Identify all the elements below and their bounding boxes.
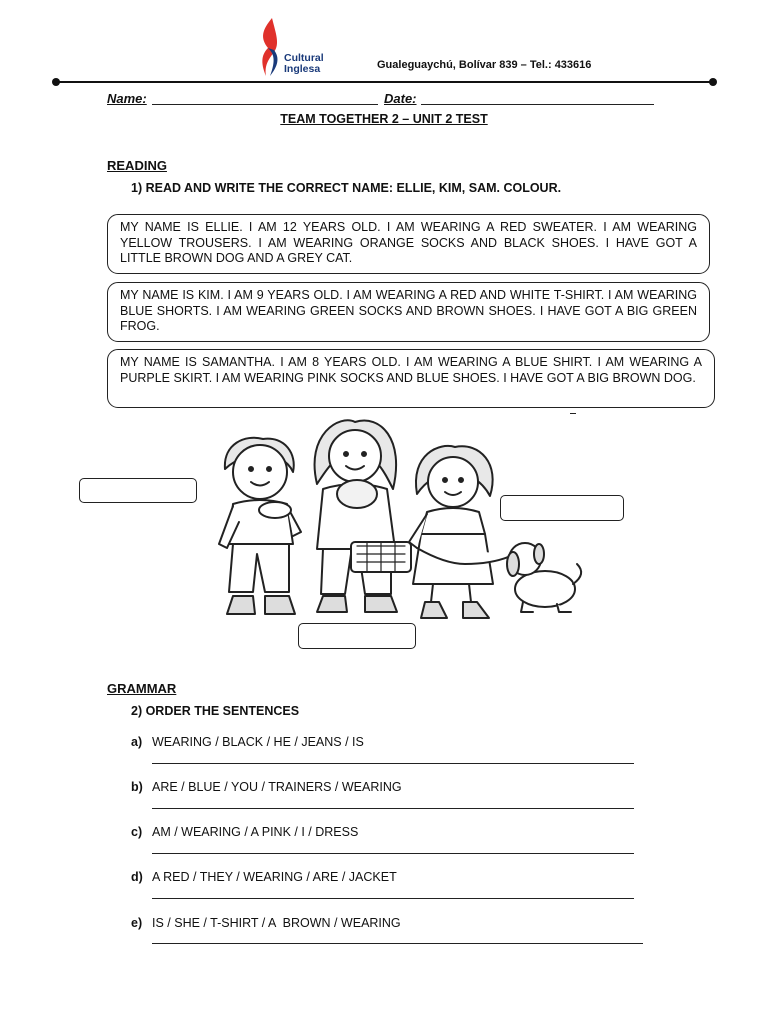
question-letter: b) — [131, 780, 143, 794]
reading-paragraph-ellie: MY NAME IS ELLIE. I AM 12 YEARS OLD. I AM WEARING A RED SWEATER. I AM WEARING YELLOW TROUSERS. I AM WEARING ORANGE SOCKS AND BLACK SHOES. I HAVE GOT A LITTLE BROWN DOG AND A GREY CAT. — [107, 214, 710, 274]
date-field[interactable] — [421, 104, 654, 105]
reading-section-title: READING — [107, 158, 167, 173]
question-words: A RED / THEY / WEARING / ARE / JACKET — [152, 870, 397, 884]
answer-line[interactable] — [152, 808, 634, 809]
answer-line[interactable] — [152, 898, 634, 899]
answer-line[interactable] — [152, 943, 643, 944]
reading-paragraph-samantha: MY NAME IS SAMANTHA. I AM 8 YEARS OLD. I AM WEARING A BLUE SHIRT. I AM WEARING A PURPLE SKIRT. I AM WEARING PINK SOCKS AND BLUE SHOES. I HAVE GOT A BIG BROWN DOG. — [107, 349, 715, 408]
logo-text-line1: Cultural — [284, 52, 324, 64]
name-answer-box-bottom[interactable] — [298, 623, 416, 649]
grammar-section-title: GRAMMAR — [107, 681, 177, 696]
name-answer-box-left[interactable] — [79, 478, 197, 503]
school-address: Gualeguaychú, Bolívar 839 – Tel.: 433616 — [377, 59, 592, 71]
name-field[interactable] — [152, 104, 378, 105]
question-words: AM / WEARING / A PINK / I / DRESS — [152, 825, 359, 839]
cultural-inglesa-logo-icon — [258, 18, 282, 78]
rule-dot-right — [709, 78, 717, 86]
tall-girl-figure — [315, 420, 411, 612]
header-rule — [55, 81, 713, 83]
question-letter: a) — [131, 735, 143, 749]
question-letter: e) — [131, 916, 143, 930]
question-words: IS / SHE / T-SHIRT / A BROWN / WEARING — [152, 916, 401, 930]
answer-line[interactable] — [152, 853, 634, 854]
test-title: TEAM TOGETHER 2 – UNIT 2 TEST — [280, 112, 488, 126]
date-label: Date: — [384, 91, 417, 106]
name-label: Name: — [107, 91, 147, 106]
question-letter: c) — [131, 825, 143, 839]
grammar-instruction: 2) ORDER THE SENTENCES — [131, 704, 300, 718]
question-words: WEARING / BLACK / HE / JEANS / IS — [152, 735, 364, 749]
logo-wordmark — [284, 53, 324, 75]
small-girl-figure — [409, 446, 515, 618]
logo-text-line2: Inglesa — [284, 63, 321, 75]
reading-instruction: 1) READ AND WRITE THE CORRECT NAME: ELLIE, KIM, SAM. COLOUR. — [131, 181, 562, 195]
question-letter: d) — [131, 870, 143, 884]
name-answer-box-right[interactable] — [500, 495, 624, 521]
dog-figure — [507, 543, 581, 612]
question-words: ARE / BLUE / YOU / TRAINERS / WEARING — [152, 780, 402, 794]
reading-paragraph-kim: MY NAME IS KIM. I AM 9 YEARS OLD. I AM WEARING A RED AND WHITE T-SHIRT. I AM WEARING BLUE SHORTS. I AM WEARING GREEN SOCKS AND BROWN SHOES. I HAVE GOT A BIG GREEN FROG. — [107, 282, 710, 342]
answer-line[interactable] — [152, 763, 634, 764]
boy-figure — [219, 438, 301, 614]
